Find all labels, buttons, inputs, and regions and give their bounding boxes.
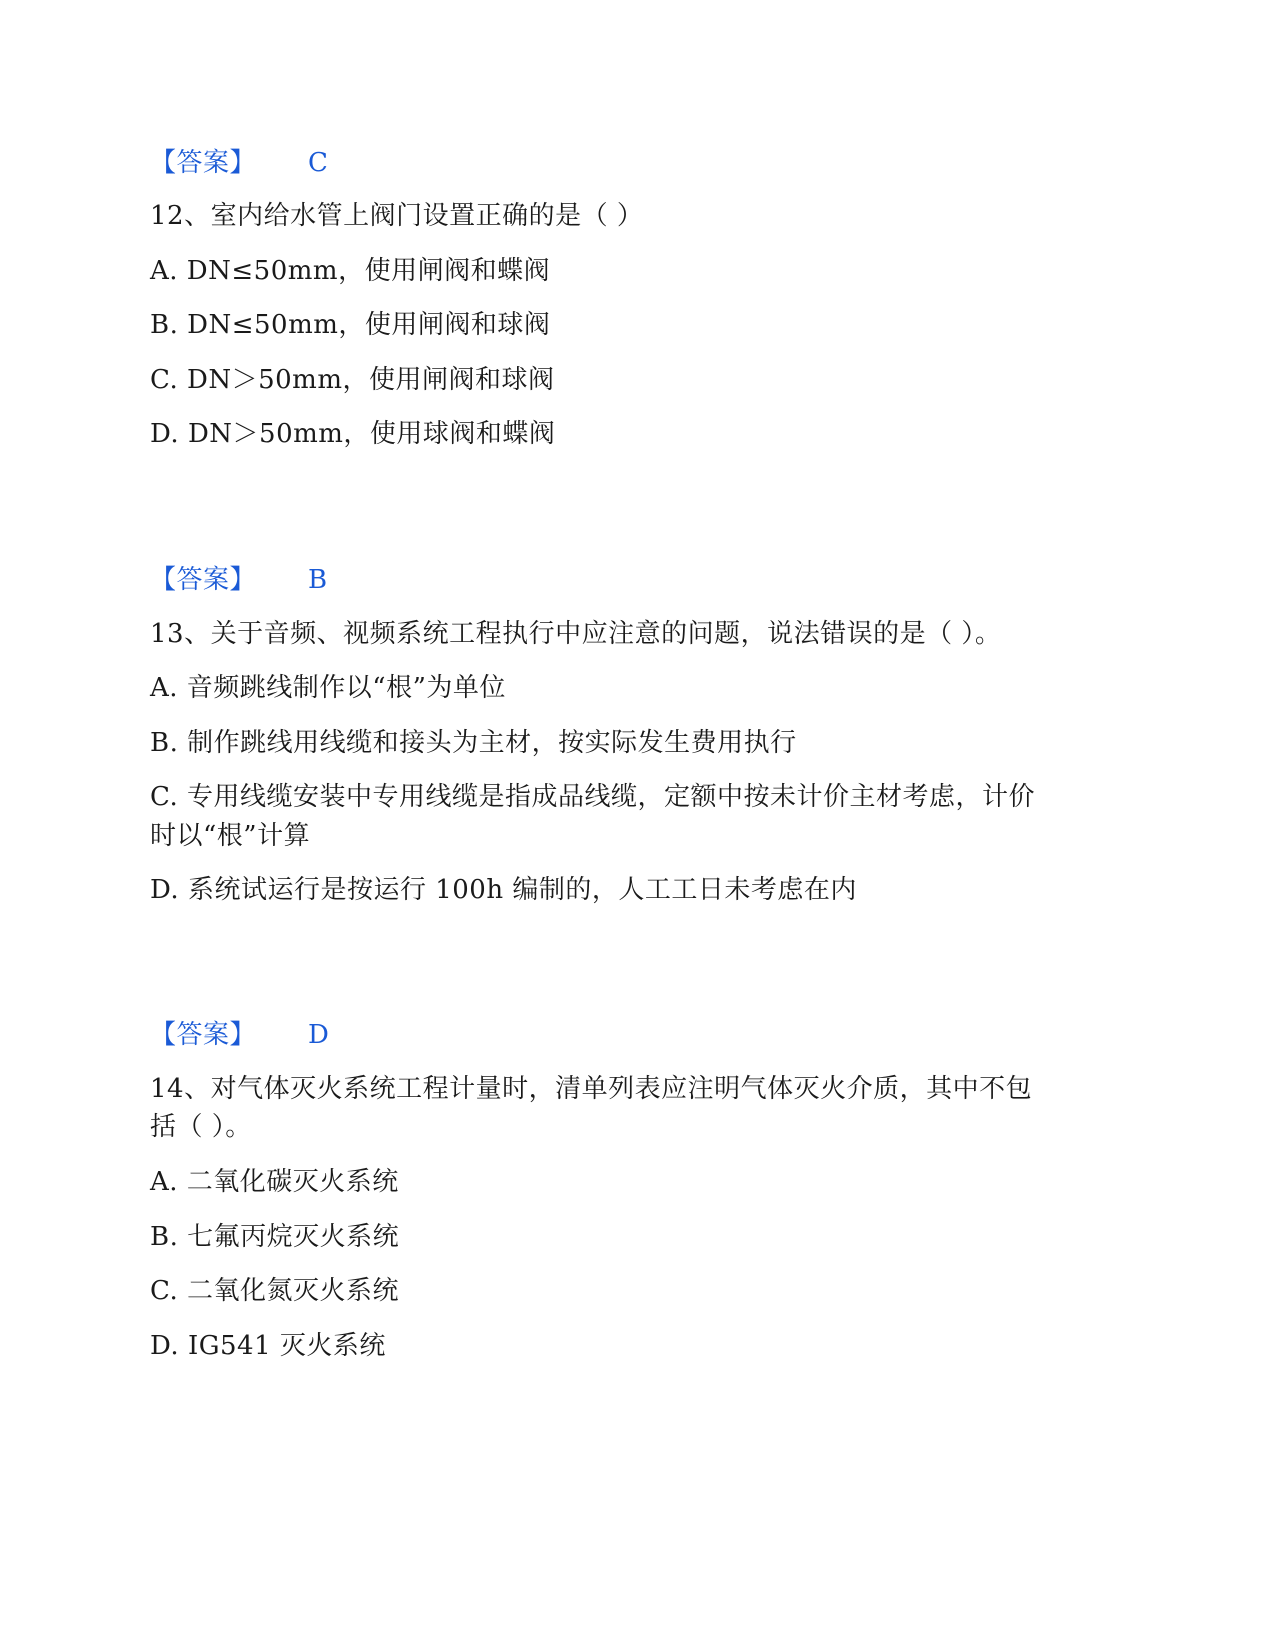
question-13-option-a: A. 音频跳线制作以“根”为单位	[150, 673, 506, 703]
answer-label: 【答案】	[150, 148, 257, 178]
answer-value: C	[308, 148, 329, 178]
question-12-option-c: C. DN＞50mm，使用闸阀和球阀	[150, 365, 555, 395]
answer-label: 【答案】	[150, 1020, 257, 1050]
question-14-text: 14、对气体灭火系统工程计量时，清单列表应注明气体灭火介质，其中不包	[150, 1074, 1033, 1104]
question-13-option-c-continued: 时以“根”计算	[150, 821, 311, 851]
question-14-option-b: B. 七氟丙烷灭火系统	[150, 1222, 400, 1252]
question-13-option-b: B. 制作跳线用线缆和接头为主材，按实际发生费用执行	[150, 728, 797, 758]
answer-value: D	[308, 1020, 330, 1050]
question-14-text-continued: 括（ ）。	[150, 1112, 252, 1142]
question-14-option-d: D. IG541 灭火系统	[150, 1331, 386, 1361]
answer-row	[150, 560, 1125, 600]
answer-row	[150, 143, 1125, 183]
answer-label: 【答案】	[150, 565, 257, 595]
question-13-option-d: D. 系统试运行是按运行 100h 编制的，人工工日未考虑在内	[150, 875, 857, 905]
question-12-text: 12、室内给水管上阀门设置正确的是（ ）	[150, 201, 644, 231]
question-14-option-a: A. 二氧化碳灭火系统	[150, 1167, 399, 1197]
answer-row	[150, 1015, 1125, 1055]
question-13-option-c: C. 专用线缆安装中专用线缆是指成品线缆，定额中按未计价主材考虑，计价	[150, 782, 1035, 812]
answer-value: B	[308, 565, 328, 595]
question-12-option-b: B. DN≤50mm，使用闸阀和球阀	[150, 310, 551, 340]
question-14-option-c: C. 二氧化氮灭火系统	[150, 1276, 399, 1306]
question-12-option-d: D. DN＞50mm，使用球阀和蝶阀	[150, 419, 556, 449]
question-13-text: 13、关于音频、视频系统工程执行中应注意的问题，说法错误的是（ ）。	[150, 619, 1002, 649]
question-12-option-a: A. DN≤50mm，使用闸阀和蝶阀	[150, 256, 551, 286]
